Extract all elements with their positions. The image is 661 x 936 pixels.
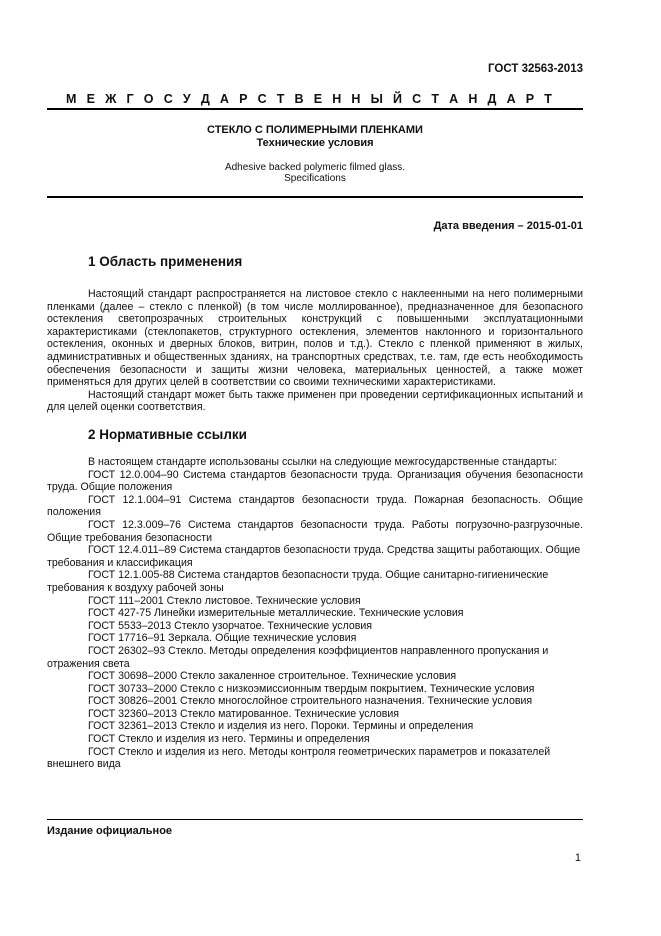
heading-letter: Е — [86, 92, 95, 106]
document-subtitle: Технические условия — [256, 137, 374, 149]
heading-letter: С — [257, 92, 267, 106]
heading-letter: О — [143, 92, 154, 106]
heading-letter: У — [182, 92, 191, 106]
reference-item: ГОСТ 30733–2000 Стекло с низкоэмиссионным твердым покрытием. Технические условия — [88, 682, 535, 695]
title-divider — [47, 196, 583, 198]
heading-letter: Р — [239, 92, 248, 106]
reference-item: ГОСТ 26302–93 Стекло. Методы определения коэффициентов направленного пропускания и отражения света — [47, 644, 549, 670]
heading-letter: Т — [276, 92, 285, 106]
reference-item: ГОСТ 12.1.005-88 Система стандартов безопасности труда. Общие санитарно-гигиенические требования к воздуху рабочей зоны — [47, 569, 549, 594]
reference-item: ГОСТ 5533–2013 Стекло узорчатое. Технические условия — [88, 619, 373, 632]
heading-letter: Д — [200, 92, 210, 106]
heading-letter: Д — [487, 92, 497, 106]
reference-item: ГОСТ 12.0.004–90 Система стандартов безопасности труда. Организация обучения безопасности труда. Общие положения — [47, 468, 583, 494]
section-title-normative-references: 2 Нормативные ссылки — [88, 427, 247, 442]
heading-letter: В — [294, 92, 304, 106]
heading-letter: Ы — [370, 92, 383, 106]
reference-item: ГОСТ 427-75 Линейки измерительные металлические. Технические условия — [88, 607, 464, 620]
reference-item: ГОСТ Стекло и изделия из него. Термины и определения — [88, 733, 370, 746]
heading-letter: Н — [332, 92, 342, 106]
reference-item: ГОСТ 30698–2000 Стекло закаленное строительное. Технические условия — [88, 670, 457, 683]
heading-letter: С — [163, 92, 173, 106]
paragraph: Настоящий стандарт распространяется на листовое стекло с наклеенными на него полимерными пленками (далее – стекло с пленкой) (в том числе моллированное), предназначенное для безопасного остекления светопрозрачных строительных конструкций с повышенными эксплуатационными характеристиками (стеклопакетов, структурного остекления, элементов наклонного и горизонтального остекления, оконных и дверных блоков, витрин, полов и т.д.). Стекло с пленкой применяют в жилых, административных и общественных зданиях, на транспортных средствах, т.е. там, где есть необходимость обеспечения безопасности и защиты жизни человека, материальных ценностей, а также может применяться для других целей в соответствии со своими техническими характеристиками. — [47, 288, 583, 389]
heading-letter: Е — [313, 92, 323, 106]
reference-item: ГОСТ 32361–2013 Стекло и изделия из него. Пороки. Термины и определения — [88, 720, 474, 733]
heading-letter: Т — [544, 92, 552, 106]
reference-item: ГОСТ 12.1.004–91 Система стандартов безопасности труда. Пожарная безопасность. Общие положения — [47, 493, 583, 519]
heading-letter: А — [449, 92, 459, 106]
section-title-scope: 1 Область применения — [88, 254, 243, 269]
heading-letter: А — [506, 92, 516, 106]
heading-letter: Й — [393, 92, 402, 106]
footer-divider — [47, 819, 583, 820]
top-divider — [47, 108, 583, 110]
reference-item: ГОСТ 111–2001 Стекло листовое. Технические условия — [88, 594, 361, 607]
scope-text — [47, 288, 583, 414]
document-title: СТЕКЛО С ПОЛИМЕРНЫМИ ПЛЕНКАМИ — [207, 124, 423, 136]
references-intro: В настоящем стандарте использованы ссылки на следующие межгосударственные стандарты: — [88, 456, 558, 468]
heading-letter: С — [412, 92, 422, 106]
introduction-date: Дата введения – 2015-01-01 — [433, 220, 583, 232]
reference-item: ГОСТ 30826–2001 Стекло многослойное строительного назначения. Технические условия — [88, 695, 533, 708]
heading-letter: А — [219, 92, 229, 106]
reference-item: ГОСТ Стекло и изделия из него. Методы контроля геометрических параметров и показателей внешнего вида — [47, 745, 551, 771]
heading-letter: М — [66, 92, 77, 106]
interstate-standard-heading — [66, 92, 552, 106]
heading-letter: Н — [468, 92, 478, 106]
references-list — [47, 456, 583, 771]
heading-letter: Ж — [105, 92, 117, 106]
reference-item: ГОСТ 12.4.011–89 Система стандартов безопасности труда. Средства защиты работающих. Общие требования и классификация — [47, 544, 581, 569]
heading-letter: Н — [351, 92, 361, 106]
reference-item: ГОСТ 32360–2013 Стекло матированное. Технические условия — [88, 707, 400, 720]
official-edition-label: Издание официальное — [47, 825, 173, 837]
paragraph: Настоящий стандарт может быть также применен при проведении сертификационных испытаний и для целей оценки соответствия. — [47, 388, 583, 414]
reference-item: ГОСТ 17716–91 Зеркала. Общие технические условия — [88, 632, 357, 645]
heading-letter: Т — [431, 92, 439, 106]
english-subtitle: Specifications — [284, 173, 346, 184]
reference-item: ГОСТ 12.3.009–76 Система стандартов безопасности труда. Работы погрузочно-разгрузочные. Общие требования безопасности — [47, 518, 583, 544]
page-number: 1 — [574, 852, 581, 864]
heading-letter: Г — [126, 92, 134, 106]
english-title: Adhesive backed polymeric filmed glass. — [224, 162, 406, 173]
heading-letter: Р — [525, 92, 535, 106]
document-number: ГОСТ 32563-2013 — [488, 63, 583, 75]
